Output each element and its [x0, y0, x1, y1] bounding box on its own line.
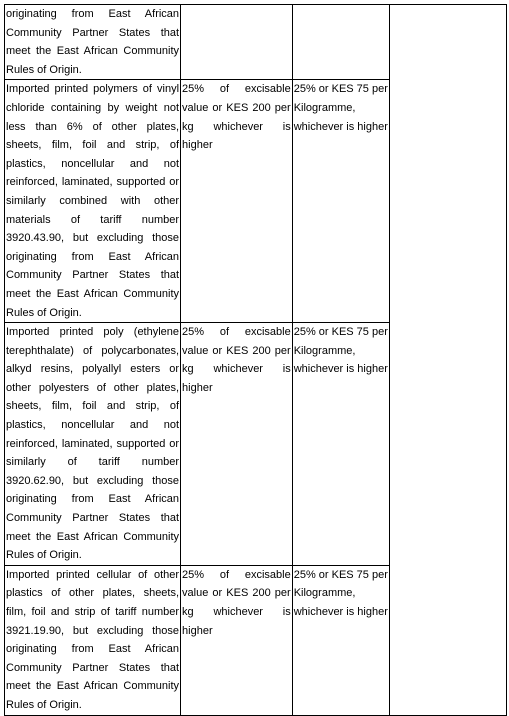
- rate-value-cell: [181, 80, 293, 323]
- rate-specific-text: 25% or KES 75 per Kilogramme, whichever is higher: [293, 83, 388, 133]
- description-text: Imported printed polymers of vinyl chloride containing by weight not less than 6% of other plates, sheets, film, foil and strip, of plastics, noncellular and not reinforced, laminated, supported or similarly combined with other materials of tariff number 3920.43.90, but excluding those originating from East African Community Partner States that meet the East African Community Rules of Origin.: [6, 83, 180, 319]
- description-cell: [5, 80, 181, 323]
- document-page: [4, 4, 507, 711]
- rate-value-text: 25% of excisable value or KES 200 per kg whichever is higher: [182, 326, 291, 394]
- description-cell: [5, 323, 181, 566]
- rate-value-cell: [181, 565, 293, 715]
- description-cell: [5, 565, 181, 715]
- rate-value-text: 25% of excisable value or KES 200 per kg whichever is higher: [182, 83, 291, 152]
- rate-specific-text: 25% or KES 75 per Kilogramme, whichever is higher: [293, 326, 388, 376]
- rate-value-cell: [181, 323, 293, 566]
- rate-specific-cell: [292, 565, 390, 715]
- table-row: [5, 5, 507, 80]
- description-text: originating from East African Community Partner States that meet the East African Community Rules of Origin.: [6, 8, 180, 76]
- description-text: Imported printed cellular of other plastics of other plates, sheets, film, foil and strip of tariff number 3921.19.90, but excluding those originating from East African Community Partner States that meet the East African Community Rules of Origin.: [6, 568, 180, 711]
- rate-specific-cell: [292, 80, 390, 323]
- rate-specific-text: 25% or KES 75 per Kilogramme, whichever is higher: [293, 568, 388, 618]
- excise-duty-table: [4, 4, 507, 716]
- rate-specific-cell: [292, 5, 390, 80]
- description-text: Imported printed poly (ethylene terephthalate) of polycarbonates, alkyd resins, polyallyl esters or other polyesters of other plates, sheets, film, foil and strip, of plastics, noncellular and not reinforced, laminated, supported or similarly of tariff number 3920.62.90, but excluding those originating from East African Community Partner States that meet the East African Community Rules of Origin.: [6, 326, 180, 562]
- rate-value-cell: [181, 5, 293, 80]
- blank-column-cell: [390, 5, 507, 716]
- rate-specific-cell: [292, 323, 390, 566]
- description-cell: [5, 5, 181, 80]
- rate-value-text: 25% of excisable value or KES 200 per kg whichever is higher: [182, 568, 291, 637]
